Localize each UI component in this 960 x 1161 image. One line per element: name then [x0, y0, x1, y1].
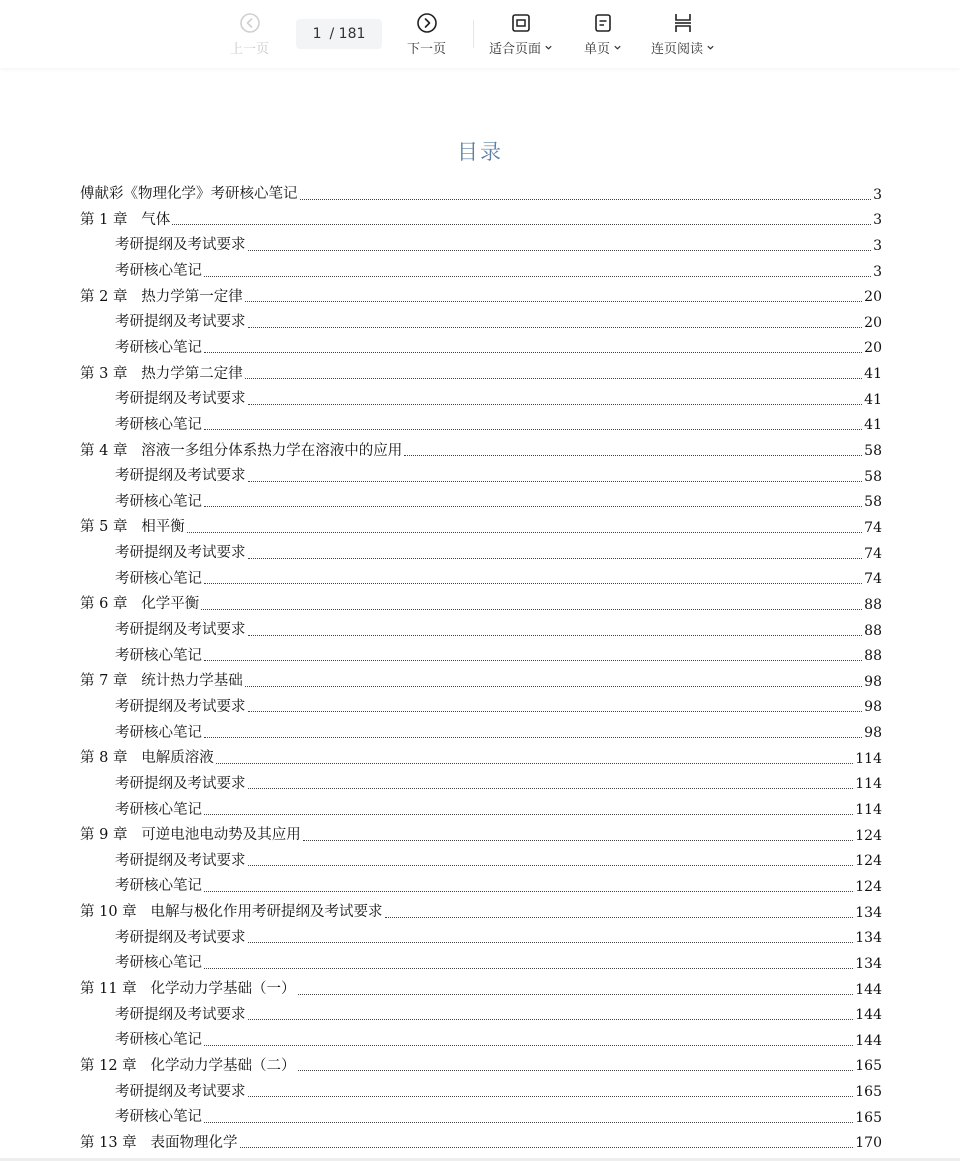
- toc-dot-leader: [300, 198, 872, 200]
- toc-dot-leader: [248, 710, 863, 712]
- toc-entry-title: 第 13 章 表面物理化学: [80, 1134, 238, 1151]
- toc-entry[interactable]: [80, 1050, 882, 1076]
- toc-entry-title: 第 6 章 化学平衡: [80, 596, 200, 613]
- toc-title: 目录: [457, 140, 503, 164]
- toc-entry[interactable]: [80, 281, 882, 307]
- toc-page-number: 165: [855, 1084, 882, 1101]
- toc-entry-title: 傅献彩《物理化学》考研核心笔记: [80, 186, 298, 203]
- toc-entry[interactable]: [80, 665, 882, 691]
- toc-subentry[interactable]: [80, 1024, 882, 1050]
- toc-subentry[interactable]: [80, 716, 882, 742]
- toc-dot-leader: [204, 582, 862, 584]
- toc-dot-leader: [248, 1018, 854, 1020]
- toc-entry[interactable]: [80, 178, 882, 204]
- toc-entry-title: 第 10 章 电解与极化作用考研提纲及考试要求: [80, 904, 383, 921]
- toc-entry[interactable]: [80, 588, 882, 614]
- toc-entry-title: 考研提纲及考试要求: [115, 775, 246, 792]
- toc-dot-leader: [248, 941, 854, 943]
- toc-page-number: 88: [864, 648, 882, 665]
- toc-page-number: 74: [864, 519, 882, 536]
- toc-subentry[interactable]: [80, 922, 882, 948]
- chevron-down-icon: [613, 43, 622, 52]
- toc-entry-title: 考研提纲及考试要求: [115, 545, 246, 562]
- toc-page-number: 124: [855, 827, 882, 844]
- toc-entry-title: 考研核心笔记: [115, 493, 202, 510]
- toc-dot-leader: [204, 736, 862, 738]
- toc-page-number: 58: [864, 443, 882, 460]
- toc-dot-leader: [204, 659, 862, 661]
- toc-subentry[interactable]: [80, 1075, 882, 1101]
- toc-page-number: 98: [864, 725, 882, 742]
- toc-entry-title: 考研核心笔记: [115, 724, 202, 741]
- toc-dot-leader: [245, 300, 862, 302]
- toc-page-number: 20: [864, 314, 882, 331]
- toc-entry-title: 考研核心笔记: [115, 801, 202, 818]
- toc-dot-leader: [298, 993, 854, 995]
- toc-dot-leader: [204, 967, 853, 969]
- toc-page-number: 165: [855, 1058, 882, 1075]
- toc-dot-leader: [204, 1121, 853, 1123]
- single-page-label: 单页: [584, 42, 611, 57]
- toc-subentry[interactable]: [80, 409, 882, 435]
- toc-page-number: 165: [855, 1109, 882, 1126]
- toc-page-number: 58: [864, 468, 882, 485]
- toc-entry-title: 第 12 章 化学动力学基础（二）: [80, 1057, 296, 1074]
- toc-subentry[interactable]: [80, 999, 882, 1025]
- toc-subentry[interactable]: [80, 486, 882, 512]
- toc-page-number: 41: [864, 391, 882, 408]
- toc-dot-leader: [216, 762, 853, 764]
- toc-entry-title: 第 11 章 化学动力学基础（一）: [80, 981, 296, 997]
- toc-entry-title: 考研提纲及考试要求: [115, 314, 246, 331]
- toc-entry-title: 考研提纲及考试要求: [115, 852, 246, 869]
- toc-page-number: 98: [864, 673, 882, 690]
- toc-entry-title: 考研核心笔记: [115, 416, 202, 433]
- current-page-input[interactable]: 1: [312, 26, 322, 42]
- toc-dot-leader: [404, 454, 862, 456]
- fit-page-icon: [510, 12, 532, 34]
- chevron-left-circle-icon: [239, 12, 261, 34]
- toc-dot-leader: [248, 634, 863, 636]
- toc-dot-leader: [248, 403, 863, 405]
- toc-page-number: 88: [864, 622, 882, 639]
- toc-entry-title: 考研核心笔记: [115, 570, 202, 587]
- toc-entry-title: 第 4 章 溶液一多组分体系热力学在溶液中的应用: [80, 442, 403, 459]
- total-pages: / 181: [329, 26, 366, 42]
- toc-page-number: 41: [864, 366, 882, 383]
- toc-dot-leader: [204, 1044, 853, 1046]
- toc-dot-leader: [298, 1069, 854, 1071]
- toc-subentry[interactable]: [80, 563, 882, 589]
- toc-entry-title: 考研提纲及考试要求: [115, 1083, 246, 1100]
- toc-entry-title: 考研提纲及考试要求: [115, 237, 246, 254]
- toc-page-number: 20: [864, 289, 882, 306]
- next-page-button[interactable]: [407, 12, 446, 60]
- toc-page-number: 3: [873, 263, 882, 280]
- toc-subentry[interactable]: [80, 332, 882, 358]
- table-of-contents: [80, 178, 882, 1152]
- toc-dot-leader: [172, 223, 871, 225]
- toc-entry-title: 第 3 章 热力学第二定律: [80, 365, 243, 382]
- toc-entry[interactable]: [80, 511, 882, 537]
- toc-dot-leader: [240, 1146, 854, 1148]
- toc-dot-leader: [204, 813, 853, 815]
- toc-page-number: 20: [864, 340, 882, 357]
- toc-subentry[interactable]: [80, 845, 882, 871]
- toc-subentry[interactable]: [80, 460, 882, 486]
- toc-page-number: 144: [855, 1007, 882, 1024]
- toc-dot-leader: [248, 557, 863, 559]
- toc-entry-title: 第 5 章 相平衡: [80, 519, 185, 536]
- continuous-read-icon: [672, 12, 694, 34]
- toc-dot-leader: [248, 1095, 854, 1097]
- toc-dot-leader: [248, 249, 872, 251]
- toc-subentry[interactable]: [80, 768, 882, 794]
- toc-entry[interactable]: [80, 973, 882, 999]
- toc-entry-title: 考研提纲及考试要求: [115, 468, 246, 485]
- chevron-right-circle-icon: [416, 12, 438, 34]
- toc-page-number: 144: [855, 1032, 882, 1049]
- toc-entry-title: 考研提纲及考试要求: [115, 391, 246, 408]
- single-page-dropdown[interactable]: [584, 12, 622, 60]
- toc-entry-title: 考研提纲及考试要求: [115, 698, 246, 715]
- toc-subentry[interactable]: [80, 870, 882, 896]
- toc-entry[interactable]: [80, 742, 882, 768]
- toc-dot-leader: [303, 839, 853, 841]
- toc-dot-leader: [245, 377, 862, 379]
- toc-entry-title: 第 8 章 电解质溶液: [80, 750, 214, 767]
- toc-entry-title: 考研提纲及考试要求: [115, 929, 246, 946]
- toc-dot-leader: [385, 916, 854, 918]
- toc-entry-title: 第 1 章 气体: [80, 211, 171, 228]
- toc-dot-leader: [204, 428, 862, 430]
- toc-page-number: 134: [855, 955, 882, 972]
- continuous-read-label: 连页阅读: [651, 42, 704, 57]
- toc-subentry[interactable]: [80, 229, 882, 255]
- chevron-down-icon: [706, 43, 715, 52]
- toc-dot-leader: [245, 685, 862, 687]
- toc-dot-leader: [187, 531, 862, 533]
- prev-page-button[interactable]: [230, 12, 269, 60]
- toc-entry-title: 考研核心笔记: [115, 1032, 202, 1049]
- toc-page-number: 3: [873, 237, 882, 254]
- toc-entry-title: 第 7 章 统计热力学基础: [80, 673, 243, 690]
- toc-entry[interactable]: [80, 819, 882, 845]
- chevron-down-icon: [544, 43, 553, 52]
- toc-dot-leader: [204, 890, 853, 892]
- toc-dot-leader: [204, 275, 871, 277]
- toc-page-number: 114: [855, 776, 882, 793]
- toc-subentry[interactable]: [80, 306, 882, 332]
- toc-entry-title: 第 9 章 可逆电池电动势及其应用: [80, 827, 301, 844]
- toc-page-number: 170: [855, 1135, 882, 1152]
- page-indicator[interactable]: [296, 19, 382, 49]
- fit-page-label: 适合页面: [489, 42, 542, 57]
- toc-dot-leader: [204, 505, 862, 507]
- toc-entry-title: 考研提纲及考试要求: [115, 1006, 246, 1023]
- toc-entry-title: 考研提纲及考试要求: [115, 622, 246, 639]
- toc-entry[interactable]: [80, 896, 882, 922]
- toc-page-number: 74: [864, 571, 882, 588]
- toc-subentry[interactable]: [80, 947, 882, 973]
- toc-entry[interactable]: [80, 1127, 882, 1153]
- toc-page-number: 144: [855, 981, 882, 998]
- toc-dot-leader: [248, 787, 854, 789]
- toc-entry[interactable]: [80, 434, 882, 460]
- toc-entry-title: 考研核心笔记: [115, 647, 202, 664]
- toc-subentry[interactable]: [80, 255, 882, 281]
- toc-dot-leader: [248, 326, 863, 328]
- toc-dot-leader: [248, 864, 854, 866]
- toc-entry[interactable]: [80, 357, 882, 383]
- toc-page-number: 134: [855, 904, 882, 921]
- toc-page-number: 114: [855, 750, 882, 767]
- viewer-toolbar: [0, 0, 960, 68]
- toc-subentry[interactable]: [80, 1101, 882, 1127]
- toc-entry-title: 考研核心笔记: [115, 339, 202, 356]
- toc-subentry[interactable]: [80, 640, 882, 666]
- toc-page-number: 134: [855, 930, 882, 947]
- toc-page-number: 74: [864, 545, 882, 562]
- toolbar-divider: [473, 20, 474, 48]
- toc-entry-title: 第 2 章 热力学第一定律: [80, 288, 243, 305]
- toc-entry-title: 考研核心笔记: [115, 955, 202, 972]
- toc-entry[interactable]: [80, 204, 882, 230]
- single-page-icon: [592, 12, 614, 34]
- toc-entry-title: 考研核心笔记: [115, 263, 202, 280]
- continuous-read-dropdown[interactable]: [651, 12, 715, 60]
- toc-page-number: 124: [855, 878, 882, 895]
- toc-subentry[interactable]: [80, 793, 882, 819]
- next-page-label: 下一页: [407, 42, 447, 57]
- toc-subentry[interactable]: [80, 614, 882, 640]
- toc-subentry[interactable]: [80, 537, 882, 563]
- toc-page-number: 98: [864, 699, 882, 716]
- toc-subentry[interactable]: [80, 383, 882, 409]
- toc-page-number: 58: [864, 494, 882, 511]
- toc-entry-title: 考研核心笔记: [115, 1109, 202, 1126]
- prev-page-label: 上一页: [230, 42, 270, 57]
- fit-page-dropdown[interactable]: [489, 12, 553, 60]
- toc-dot-leader: [201, 608, 862, 610]
- toc-dot-leader: [248, 480, 863, 482]
- toc-dot-leader: [204, 351, 862, 353]
- toc-subentry[interactable]: [80, 691, 882, 717]
- toc-page-number: 3: [873, 186, 882, 203]
- toc-page-number: 88: [864, 596, 882, 613]
- toc-page-number: 41: [864, 417, 882, 434]
- toc-entry-title: 考研核心笔记: [115, 878, 202, 895]
- toc-page-number: 114: [855, 802, 882, 819]
- toc-page-number: 3: [873, 212, 882, 229]
- toc-page-number: 124: [855, 853, 882, 870]
